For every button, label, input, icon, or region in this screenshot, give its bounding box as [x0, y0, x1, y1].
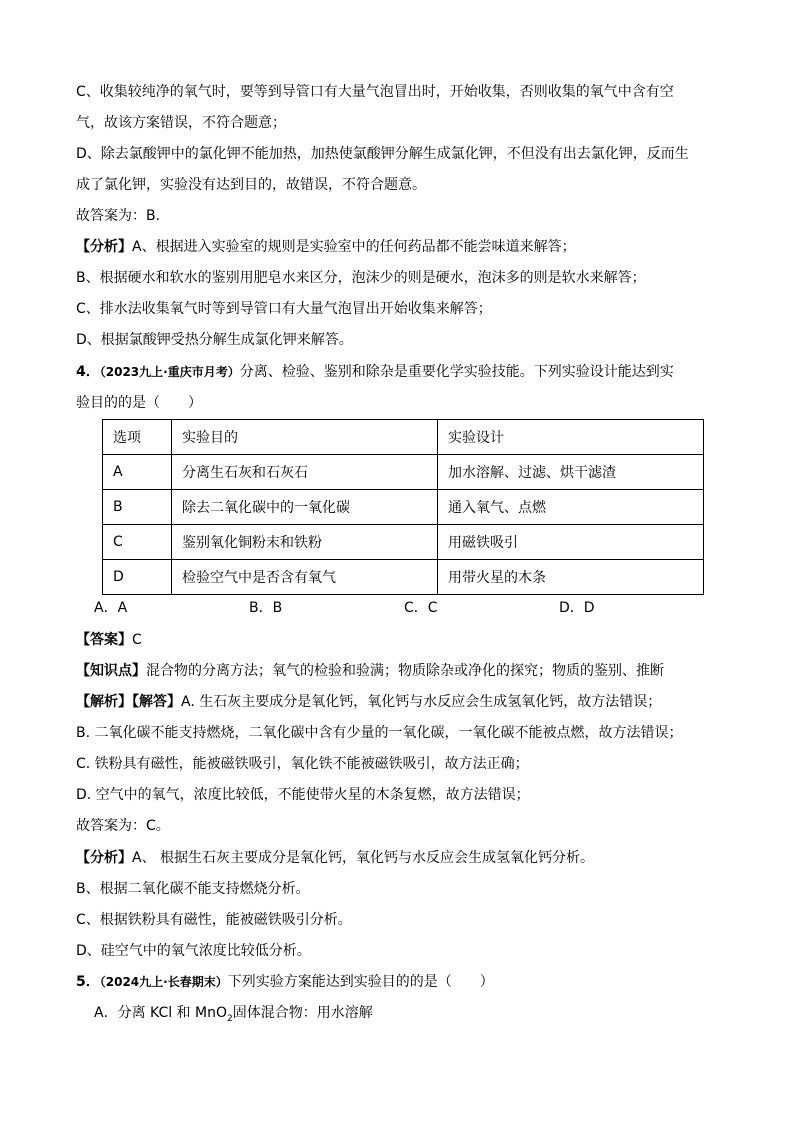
table-cell: 通入氧气、点燃 [438, 490, 704, 525]
table-cell: D [103, 560, 172, 595]
option-a-prefix: A．分离 KCl 和 MnO [94, 1005, 227, 1021]
table-cell: 除去二氧化碳中的一氧化碳 [172, 490, 438, 525]
question-source: （2023九上·重庆市月考） [99, 365, 240, 379]
choice-option-b[interactable]: B．B [249, 600, 283, 616]
table-cell: C [103, 525, 172, 560]
q3-analysis-a [76, 237, 576, 257]
q3-analysis-line-d2: 成了氯化钾，实验没有达到目的，故错误，不符合题意。 [76, 177, 426, 193]
q5-option-a[interactable] [94, 1003, 373, 1029]
q4-options-table [102, 419, 704, 595]
analysis-tag: 【分析】 [76, 850, 132, 866]
solution-tag: 【解析】【解答】 [76, 694, 181, 710]
q4-stem-line2: 验目的的是（ ） [76, 395, 202, 411]
choice-option-d[interactable]: D．D [559, 600, 595, 616]
q3-analysis-line-c2: 气，故该方案错误，不符合题意； [76, 115, 286, 131]
subscript: 2 [226, 1013, 233, 1024]
q3-analysis-line-c1: C、收集较纯净的氧气时，要等到导管口有大量气泡冒出时，开始收集，否则收集的氧气中含有空 [76, 84, 674, 100]
question-number: 4． [76, 364, 100, 380]
table-row [103, 525, 704, 560]
table-cell: 用磁铁吸引 [438, 525, 704, 560]
q3-answer: 故答案为：B. [76, 208, 161, 224]
question-source: （2024九上·长春期末） [99, 975, 228, 989]
q4-solution-d: D. 空气中的氧气，浓度比较低，不能使带火星的木条复燃，故方法错误； [76, 787, 530, 803]
q4-analysis-a [76, 848, 594, 868]
table-cell: 分离生石灰和石灰石 [172, 455, 438, 490]
table-header-cell: 选项 [103, 420, 172, 455]
choice-option-c[interactable]: C．C [404, 600, 438, 616]
table-header-row [103, 420, 704, 455]
analysis-text: A、 根据生石灰主要成分是氧化钙，氧化钙与水反应会生成氢氧化钙分析。 [132, 850, 595, 866]
table-cell: 加水溶解、过滤、烘干滤渣 [438, 455, 704, 490]
table-cell: 用带火星的木条 [438, 560, 704, 595]
option-a-suffix: 固体混合物：用水溶解 [232, 1005, 373, 1021]
table-header-cell: 实验目的 [172, 420, 438, 455]
q4-knowledge [76, 661, 664, 681]
q4-choice-options [94, 598, 714, 620]
analysis-tag: 【分析】 [76, 239, 132, 255]
answer-value: C [132, 632, 142, 648]
q4-solution-a [76, 692, 661, 712]
table-cell: 检验空气中是否含有氧气 [172, 560, 438, 595]
table-cell: B [103, 490, 172, 525]
question-stem: 下列实验方案能达到实验目的的是（ ） [227, 974, 494, 990]
analysis-text: A、根据进入实验室的规则是实验室中的任何药品都不能尝味道来解答； [132, 239, 576, 255]
q4-answer [76, 630, 142, 650]
q3-analysis-d: D、根据氯酸钾受热分解生成氯化钾来解答。 [76, 332, 353, 348]
q3-analysis-line-d1: D、除去氯酸钾中的氯化钾不能加热，加热使氯酸钾分解生成氯化钾，不但没有出去氯化钾，反而生 [76, 146, 689, 162]
q4-analysis-d: D、硅空气中的氧气浓度比较低分析。 [76, 943, 311, 959]
q4-solution-b: B. 二氧化碳不能支持燃烧，二氧化碳中含有少量的一氧化碳，一氧化碳不能被点燃，故方法错误； [76, 725, 683, 741]
q5-stem [76, 972, 494, 992]
knowledge-text: 混合物的分离方法；氧气的检验和验满；物质除杂或净化的探究；物质的鉴别、推断 [146, 663, 664, 679]
q4-solution-c: C. 铁粉具有磁性，能被磁铁吸引，氧化铁不能被磁铁吸引，故方法正确； [76, 756, 529, 772]
table-cell: 鉴别氧化铜粉末和铁粉 [172, 525, 438, 560]
table-row [103, 455, 704, 490]
question-stem: 分离、检验、鉴别和除杂是重要化学实验技能。下列实验设计能达到实 [239, 364, 674, 380]
solution-text: A. 生石灰主要成分是氧化钙，氧化钙与水反应会生成氢氧化钙，故方法错误； [181, 694, 662, 710]
knowledge-tag: 【知识点】 [76, 663, 146, 679]
table-cell: A [103, 455, 172, 490]
q4-final-answer: 故答案为：C。 [76, 818, 170, 834]
answer-tag: 【答案】 [76, 632, 132, 648]
q4-stem-line1 [76, 362, 674, 382]
q4-analysis-c: C、根据铁粉具有磁性，能被磁铁吸引分析。 [76, 912, 352, 928]
table-row [103, 490, 704, 525]
q3-analysis-b: B、根据硬水和软水的鉴别用肥皂水来区分，泡沫少的则是硬水，泡沫多的则是软水来解答； [76, 270, 646, 286]
choice-option-a[interactable]: A．A [94, 600, 128, 616]
table-header-cell: 实验设计 [438, 420, 704, 455]
q3-analysis-c: C、排水法收集氧气时等到导管口有大量气泡冒出开始收集来解答； [76, 301, 492, 317]
table-row [103, 560, 704, 595]
q4-analysis-b: B、根据二氧化碳不能支持燃烧分析。 [76, 881, 310, 897]
question-number: 5． [76, 974, 100, 990]
